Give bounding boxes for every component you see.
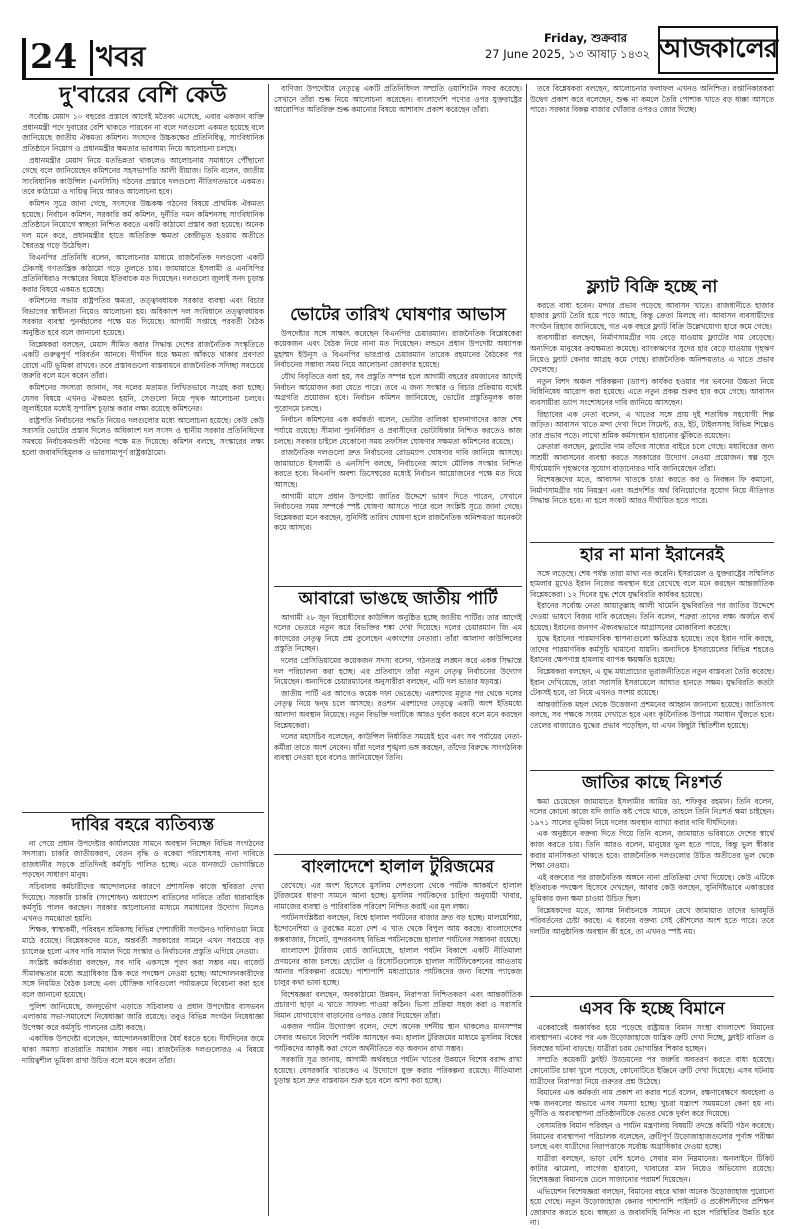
paragraph: বিশ্লেষকদের মতে, আসন্ন নির্বাচনকে সামনে রেখে জামায়াত তাদের ভাবমূর্তি পরিবর্তনের চেষ্টা করছে। এ ধরনের বক্তব্য সেই কৌশলের অংশ হতে পারে। তবে দলটির আনুষ্ঠানিক অবস্থান কী হবে, তা এখনও স্পষ্ট নয়। [530, 905, 774, 936]
section-rule [90, 40, 93, 76]
paragraph: রাজনৈতিক দলগুলো দ্রুত নির্বাচনের রোডম্যাপ ঘোষণার দাবি জানিয়ে আসছে। জামায়াতে ইসলামী ও এনসিপি বলছে, নির্বাচনের আগে মৌলিক সংস্কার নিশ্চিত করতে হবে। বিএনপি অবশ্য ডিসেম্বরের মধ্যেই নির্বাচন আয়োজনের পক্ষে মত দিয়ে আসছে। [274, 448, 522, 489]
headline: দাবির বহরে ব্যতিব্যস্ত [71, 815, 215, 835]
paragraph: কমিশন সূত্রে জানা গেছে, সংসদের উচ্চকক্ষ গঠনের বিষয়ে প্রাথমিক ঐকমত্য হয়েছে। নির্বাচন কমিশন, সরকারি কর্ম কমিশন, দুর্নীতি দমন কমিশনসহ সাংবিধানিক প্রতিষ্ঠানে নিয়োগে স্বচ্ছতা নিশ্চিত করতে একটি কাঠামো প্রস্তাব করা হয়েছে। অনেক দল মনে করে, প্রধানমন্ত্রীর হাতে অতিরিক্ত ক্ষমতা কেন্দ্রীভূত হওয়ায় অতীতে স্বৈরতন্ত্র গড়ে উঠেছিল। [22, 198, 264, 251]
page-number: 24 [30, 37, 78, 77]
newspaper-logo: আজকালের [658, 26, 778, 74]
paragraph: দলের মহাসচিব বলেছেন, কাউন্সিল নির্ধারিত সময়েই হবে এবং সব পর্যায়ের নেতা-কর্মীরা তাতে অংশ নেবেন। যাঁরা দলের শৃঙ্খলা ভঙ্গ করছেন, তাঁদের বিরুদ্ধে সাংগঠনিক ব্যবস্থা নেওয়া হবে বলেও জানিয়েছেন তিনি। [274, 732, 522, 763]
paragraph: একজন পর্যটন উদ্যোক্তা বলেন, দেশে অনেক দর্শনীয় স্থান থাকলেও মানসম্পন্ন সেবার অভাবে বিদেশি পর্যটক আসছেন কম। হালাল টুরিজমের মাধ্যমে মুসলিম বিশ্বের পর্যটকদের আকৃষ্ট করা গেলে অর্থনীতিতে বড় অবদান রাখা সম্ভব। [274, 1022, 522, 1053]
paragraph: রিহ্যাবের এক নেতা বলেন, এ খাতের সঙ্গে প্রায় দুই শতাধিক সহযোগী শিল্প জড়িত। আবাসন খাতে মন্দা দেখা দিলে সিমেন্ট, রড, ইট, টাইলসসহ বিভিন্ন শিল্পেও তার প্রভাব পড়ে। লাখো শ্রমিক কর্মসংস্থান হারানোর ঝুঁকিতে রয়েছেন। [530, 409, 774, 440]
column-divider-2 [526, 84, 527, 1216]
article-continuation-right [530, 84, 774, 276]
headline: এসব কি হচ্ছে বিমানে [579, 999, 725, 1019]
paragraph: আগামী মাসে প্রধান উপদেষ্টা জাতির উদ্দেশে ভাষণ দিতে পারেন, সেখানে নির্বাচনের সময় সম্পর্কে স্পষ্ট ঘোষণা আসতে পারে বলে সংশ্লিষ্ট সূত্রে জানা গেছে। বিশ্লেষকরা মনে করছেন, সুনির্দিষ্ট তারিখ ঘোষণা হলে রাজনৈতিক অনিশ্চয়তা অনেকটা কমে আসবে। [274, 491, 522, 533]
article-lead [22, 84, 264, 810]
headline: জাতির কাছে নিঃশর্ত [582, 773, 722, 793]
paragraph: নতুন বিশদ অঞ্চল পরিকল্পনা (ড্যাপ) কার্যকর হওয়ার পর ভবনের উচ্চতা নিয়ে বিধিনিষেধ আরোপ করা হয়েছে। এতে নতুন প্রকল্প শুরুর হার কমে গেছে। আবাসন ব্যবসায়ীরা ড্যাপ সংশোধনের দাবি জানিয়ে আসছেন। [530, 376, 774, 408]
article-body [274, 881, 522, 1087]
paragraph: এভিয়েশন বিশেষজ্ঞরা বলছেন, বিমানের বহরে থাকা অনেক উড়োজাহাজ পুরোনো হয়ে গেছে। নতুন উড়োজাহাজ কেনার পাশাপাশি পাইলট ও প্রকৌশলীদের প্রশিক্ষণ জোরদার করতে হবে। স্বচ্ছতা ও জবাবদিহি নিশ্চিত না হলে পরিস্থিতির উন্নতি হবে না। [530, 1186, 774, 1228]
paragraph: প্রধানমন্ত্রীর মেয়াদ নিয়ে মতভিন্নতা থাকলেও আলোচনায় সমাধানে পৌঁছানো গেছে বলে জানিয়েছেন কমিশনের সহসভাপতি আলী রীয়াজ। তিনি বলেন, জাতীয় সাংবিধানিক কাউন্সিল (এনসিসি) গঠনের প্রস্তাবে দলগুলো নীতিগতভাবে একমত। তবে কাঠামো ও দায়িত্ব নিয়ে আরও আলোচনা হবে। [22, 155, 264, 197]
header-divider [22, 78, 774, 80]
section-divider [530, 542, 774, 543]
article-body [530, 797, 774, 938]
article-halal-tourism [274, 858, 522, 1216]
paragraph: যাত্রীরা বলছেন, ভাড়া বেশি হলেও সেবার মান নিম্নমানের। অনলাইনে টিকিট কাটার ঝামেলা, লাগেজ হারানো, খাবারের মান নিয়েও অভিযোগ রয়েছে। বিশেষজ্ঞরা বিমানকে ঢেলে সাজানোর পরামর্শ দিয়েছেন। [530, 1153, 774, 1184]
article-body [22, 839, 264, 1066]
paragraph: রেখেছে। এর অংশ হিসেবে মুসলিম দেশগুলো থেকে পর্যটক আকর্ষণে হালাল টুরিজমের ধারণা সামনে আনা হচ্ছে। মুসলিম পর্যটকদের চাহিদা অনুযায়ী খাবার, নামাজের ব্যবস্থা ও পারিবারিক পরিবেশ নিশ্চিত করাই এর মূল লক্ষ্য। [274, 880, 522, 911]
section-title: খবর [96, 40, 146, 73]
paragraph: বিমানের এক কর্মকর্তা নাম প্রকাশ না করার শর্তে বলেন, রক্ষণাবেক্ষণে অবহেলা ও দক্ষ জনবলের অভাবে এসব সমস্যা হচ্ছে। খুচরা যন্ত্রাংশ সময়মতো কেনা হয় না। দুর্নীতি ও অব্যবস্থাপনা প্রতিষ্ঠানটিকে ভেতর থেকে দুর্বল করে দিয়েছে। [530, 1088, 774, 1119]
article-apology [530, 774, 774, 994]
paragraph: পুলিশ জানিয়েছে, জনদুর্ভোগ এড়াতে সচিবালয় ও প্রধান উপদেষ্টার বাসভবন এলাকায় সভা-সমাবেশে নিষেধাজ্ঞা জারি রয়েছে। তবুও বিভিন্ন সংগঠন নিষেধাজ্ঞা উপেক্ষা করে কর্মসূচি পালনের চেষ্টা করছে। [22, 1001, 264, 1032]
paragraph: উপদেষ্টার সঙ্গে সাক্ষাৎ করেছেন বিএনপির চেয়ারম্যান। রাজনৈতিক বিশ্লেষকেরা কয়েকজন এবং বৈঠক নিয়ে নানা মত দিয়েছেন। লন্ডনে প্রধান উপদেষ্টা অধ্যাপক মুহাম্মদ ইউনূস ও বিএনপির ভারপ্রাপ্ত চেয়ারম্যান তারেক রহমানের বৈঠকের পর নির্বাচনের সম্ভাব্য সময় নিয়ে আলোচনা জোরদার হয়েছে। [274, 328, 522, 370]
paragraph: যুদ্ধে ইরানের পারমাণবিক স্থাপনাগুলো ক্ষতিগ্রস্ত হয়েছে। তবে ইরান দাবি করছে, তাদের পারমাণবিক কর্মসূচি থামানো যায়নি। অন্যদিকে ইসরায়েলের বিভিন্ন শহরেও ইরানের ক্ষেপণাস্ত্র হামলায় ব্যাপক ক্ষয়ক্ষতি হয়েছে। [530, 634, 774, 665]
paragraph: ব্যবসায়ীরা বলছেন, নির্মাণসামগ্রীর দাম বেড়ে যাওয়ায় ফ্ল্যাটের দাম বেড়েছে। অন্যদিকে মানুষের ক্রয়ক্ষমতা কমেছে। ব্যাংকঋণের সুদের হার বেড়ে যাওয়ায় গৃহঋণ নিয়েও ফ্ল্যাট কেনার আগ্রহ কমে গেছে। রাজনৈতিক অনিশ্চয়তাও এ খাতে প্রভাব ফেলেছে। [530, 333, 774, 375]
paragraph: বিশ্লেষকরা বলছেন, এ যুদ্ধ মধ্যপ্রাচ্যের ভূরাজনীতিতে নতুন বাস্তবতা তৈরি করেছে। ইরান দেখিয়েছে, তারা সরাসরি ইসরায়েলে আঘাত হানতে সক্ষম। যুদ্ধবিরতি কতটা টেকসই হবে, তা নিয়ে এখনও সংশয় রয়েছে। [530, 667, 774, 698]
paragraph: যৌথ বিবৃতিতে বলা হয়, সব প্রস্তুতি সম্পন্ন হলে আগামী বছরের রমজানের আগেই নির্বাচন আয়োজন করা যেতে পারে। তবে এ জন্য সংস্কার ও বিচার প্রক্রিয়ায় যথেষ্ট অগ্রগতি প্রয়োজন হবে। নির্বাচন কমিশন জানিয়েছে, ভোটের প্রস্তুতিমূলক কাজ পুরোদমে চলছে। [274, 372, 522, 413]
article-biman [530, 999, 774, 1228]
article-body [530, 301, 774, 507]
section-divider [530, 770, 774, 771]
paragraph: সম্প্রতি কয়েকটি ফ্লাইট উড্ডয়নের পর জরুরি অবতরণ করতে বাধ্য হয়েছে। কোনোটির চাকা খুলে পড়েছে, কোনোটিতে ইঞ্জিনে ত্রুটি দেখা দিয়েছে। এসব ঘটনায় যাত্রীদের নিরাপত্তা নিয়ে গুরুতর প্রশ্ন উঠেছে। [530, 1055, 774, 1086]
paragraph: বিশ্লেষকরা বলছেন, মেয়াদ সীমিত করার সিদ্ধান্ত দেশের রাজনৈতিক সংস্কৃতিতে একটি গুরুত্বপূর্ণ পরিবর্তন আনবে। দীর্ঘদিন ধরে ক্ষমতা আঁকড়ে থাকার প্রবণতা রোধে এটি ভূমিকা রাখবে। তবে প্রস্তাবগুলো বাস্তবায়নে রাজনৈতিক সদিচ্ছা সবচেয়ে জরুরি বলে মনে করেন তাঁরা। [22, 339, 264, 381]
article-demands [22, 816, 264, 1216]
paragraph: আন্তর্জাতিক মহল থেকে উত্তেজনা প্রশমনের আহ্বান জানানো হয়েছে। জাতিসংঘ বলছে, সব পক্ষকে সংযম দেখাতে হবে এবং কূটনৈতিক উপায়ে সমাধান খুঁজতে হবে। তেলের বাজারেও যুদ্ধের প্রভাব পড়েছিল, যা এখন কিছুটা স্থিতিশীল হয়েছে। [530, 699, 774, 730]
date-label: 27 June 2025, ১৩ আষাঢ় ১৪৩২ [484, 47, 650, 61]
paragraph: একাধিক উপদেষ্টা বলেছেন, আন্দোলনকারীদের ধৈর্য ধরতে হবে। দীর্ঘদিনের জমে থাকা সমস্যা রাতারাতি সমাধান সম্ভব নয়। রাজনৈতিক দলগুলোরও এ বিষয়ে দায়িত্বশীল ভূমিকা রাখা উচিত বলে মনে করেন তাঁরা। [22, 1034, 264, 1065]
paragraph: রাষ্ট্রপতি নির্বাচনের পদ্ধতি নিয়েও দলগুলোর মধ্যে আলোচনা হয়েছে। কেউ কেউ সরাসরি ভোটের প্রস্তাব দিলেও অধিকাংশ দল সংসদ ও স্থানীয় সরকার প্রতিনিধিদের সমন্বয়ে নির্বাচকমণ্ডলী গঠনের পক্ষে মত দিয়েছে। কমিশন বলছে, সংস্কারের লক্ষ্য হলো জবাবদিহিমূলক ও ভারসাম্যপূর্ণ রাষ্ট্রকাঠামো। [22, 415, 264, 457]
headline: হার না মানা ইরানেরই [580, 545, 724, 565]
article-body [530, 569, 774, 732]
paragraph: নির্বাচন কমিশনের এক কর্মকর্তা বলেন, ভোটার তালিকা হালনাগাদের কাজ শেষ পর্যায়ে রয়েছে। সীমানা পুনর্নির্ধারণ ও প্রবাসীদের ভোটাধিকার নিশ্চিত করতেও কাজ চলছে। সরকার চাইলে যেকোনো সময় তফসিল ঘোষণার সক্ষমতা কমিশনের রয়েছে। [274, 415, 522, 446]
headline: আবারো ভাঙছে জাতীয় পার্টি [298, 589, 498, 609]
paragraph: ক্রেতারা বলছেন, ফ্ল্যাটের দাম তাঁদের সাধ্যের বাইরে চলে গেছে। মধ্যবিত্তের জন্য সাশ্রয়ী আবাসনের ব্যবস্থা করতে সরকারের উদ্যোগ নেওয়া প্রয়োজন। স্বল্প সুদে দীর্ঘমেয়াদি গৃহঋণের সুযোগ বাড়ানোরও দাবি জানিয়েছেন তাঁরা। [530, 442, 774, 473]
masthead [0, 0, 792, 78]
headline: ভোটের তারিখ ঘোষণার আভাস [290, 305, 506, 325]
paragraph: একেবারেই অকার্যকর হয়ে পড়েছে রাষ্ট্রায়ত্ত বিমান সংস্থা বাংলাদেশ বিমানের ব্যবস্থাপনা। একের পর এক উড়োজাহাজে যান্ত্রিক ত্রুটি দেখা দিচ্ছে, ফ্লাইট বাতিল ও বিলম্বের ঘটনা বাড়ছে। যাত্রীরা চরম ভোগান্তির শিকার হচ্ছেন। [530, 1022, 774, 1053]
article-body [274, 613, 522, 764]
article-body [22, 112, 264, 458]
headline: বাংলাদেশে হালাল টুরিজমের [301, 857, 495, 877]
article-election-date [274, 306, 522, 584]
section-divider [22, 812, 264, 813]
paragraph: বাণিজ্য উপদেষ্টার নেতৃত্বে একটি প্রতিনিধিদল সম্প্রতি ওয়াশিংটন সফর করেছে। সেখানে তাঁরা শুল্ক নিয়ে আলোচনা করেছেন। বাংলাদেশি পণ্যের ওপর যুক্তরাষ্ট্রের আরোপিত অতিরিক্ত শুল্ক কমানোর বিষয়ে আশাবাদ প্রকাশ করেছেন তাঁরা। [274, 84, 522, 115]
paragraph: বেসামরিক বিমান পরিবহন ও পর্যটন মন্ত্রণালয় বিষয়টি তদন্তে কমিটি গঠন করেছে। বিমানের ব্যবস্থাপনা পরিচালক বলেছেন, ত্রুটিপূর্ণ উড়োজাহাজগুলোর পূর্ণাঙ্গ পরীক্ষা চলছে এবং যাত্রীদের নিরাপত্তাকে সর্বোচ্চ অগ্রাধিকার দেওয়া হচ্ছে। [530, 1121, 774, 1152]
paragraph: শিক্ষক, স্বাস্থ্যকর্মী, পরিবহন শ্রমিকসহ বিভিন্ন পেশাজীবী সংগঠনও দাবিদাওয়া নিয়ে মাঠে রয়েছে। বিশ্লেষকদের মতে, অন্তর্বর্তী সরকারের সামনে এখন সবচেয়ে বড় চ্যালেঞ্জ হলো এসব দাবি সামাল দিয়ে সংস্কার ও নির্বাচনের প্রস্তুতি এগিয়ে নেওয়া। [22, 925, 264, 956]
paragraph: দলের প্রেসিডিয়ামের কয়েকজন সদস্য বলেন, গঠনতন্ত্র লঙ্ঘন করে একক সিদ্ধান্তে দল পরিচালনা করা হচ্ছে। এর প্রতিবাদে তাঁরা নতুন নেতৃত্ব নির্বাচনের উদ্যোগ নিয়েছেন। অন্যদিকে চেয়ারম্যানের অনুসারীরা বলছেন, এটি দল ভাঙার ষড়যন্ত্র। [274, 656, 522, 687]
headline: দু'বারের বেশি কেউ [59, 83, 227, 108]
paragraph: সঙ্গে লড়েছে। শেষ পর্যন্ত তারা মাথা নত করেনি। ইসরায়েল ও যুক্তরাষ্ট্রের সম্মিলিত হামলার মুখেও ইরান নিজের অবস্থান ধরে রেখেছে বলে মনে করছেন আন্তর্জাতিক বিশ্লেষকেরা। ১২ দিনের যুদ্ধ শেষে যুদ্ধবিরতি কার্যকর হয়েছে। [530, 568, 774, 599]
paragraph: কমিশনের সদস্যরা জানান, সব দলের মতামত লিখিতভাবে সংগ্রহ করা হচ্ছে। যেসব বিষয়ে এখনও ঐকমত্য হয়নি, সেগুলো নিয়ে পৃথক আলোচনা চলবে। জুলাইয়ের মধ্যেই সুপারিশ চূড়ান্ত করার লক্ষ্য রয়েছে কমিশনের। [22, 383, 264, 414]
paragraph: করতে বাধ্য হবেন। মন্দার প্রভাব পড়েছে আবাসন খাতে। রাজধানীতে হাজার হাজার ফ্ল্যাট তৈরি হয়ে পড়ে আছে, কিন্তু ক্রেতা মিলছে না। আবাসন ব্যবসায়ীদের সংগঠন রিহ্যাব জানিয়েছে, গত এক বছরে ফ্ল্যাট বিক্রি উল্লেখযোগ্য হারে কমে গেছে। [530, 300, 774, 331]
paragraph: সর্বোচ্চ মেয়াদ ১০ বছরের প্রস্তাবে আগেই মতৈক্য এসেছে, এবার একজন ব্যক্তি প্রধানমন্ত্রী পদে দুবারের বেশি থাকতে পারবেন না বলে দলগুলো একমত হয়েছে বলে জানিয়েছে জাতীয় ঐকমত্য কমিশন। সংসদের উচ্চকক্ষের প্রতিনিধিত্ব, সাংবিধানিক প্রতিষ্ঠানে নিয়োগ ও প্রধানমন্ত্রীর ক্ষমতার ভারসাম্য নিয়ে আলোচনা চলছে। [22, 112, 264, 153]
paragraph: বিএনপির প্রতিনিধি বলেন, আলোচনার মাধ্যমে রাজনৈতিক দলগুলো একটি টেকসই গণতান্ত্রিক কাঠামো গড়ে তুলতে চায়। জামায়াতে ইসলামী ও এনসিপির প্রতিনিধিরাও সংস্কারের বিষয়ে ইতিবাচক মত দিয়েছেন। দলগুলো জুলাই সনদ চূড়ান্ত করার বিষয়ে একমত হয়েছে। [22, 252, 264, 294]
paragraph: জাতীয় পার্টি এর আগেও কয়েক দফা ভেঙেছে। এরশাদের মৃত্যুর পর থেকে দলের নেতৃত্ব নিয়ে দ্বন্দ্ব চলে আসছে। রওশন এরশাদের নেতৃত্বে একটি অংশ ইতিমধ্যে আলাদা অবস্থান নিয়েছে। নতুন বিভক্তি দলটিকে আরও দুর্বল করবে বলে মনে করছেন বিশ্লেষকেরা। [274, 688, 522, 730]
article-body [274, 329, 522, 534]
article-jatiya-party [274, 590, 522, 852]
paragraph: সংশ্লিষ্ট কর্মকর্তারা বলছেন, সব দাবি একসঙ্গে পূরণ করা সম্ভব নয়। বাজেট সীমাবদ্ধতার মধ্যে অগ্রাধিকার ঠিক করে পদক্ষেপ নেওয়া হচ্ছে। আন্দোলনকারীদের সঙ্গে নিয়মিত বৈঠক চলছে এবং যৌক্তিক দাবিগুলো পর্যায়ক্রমে বিবেচনা করা হবে বলে জানানো হয়েছে। [22, 958, 264, 999]
paragraph: এক অনুষ্ঠানে বক্তব্য দিতে গিয়ে তিনি বলেন, জামায়াত ভবিষ্যতে দেশের স্বার্থে কাজ করতে চায়। তিনি আরও বলেন, মানুষের ভুল হতে পারে, কিন্তু ভুল স্বীকার করার মানসিকতা থাকতে হবে। রাজনৈতিক দলগুলোর উচিত অতীতের ভুল থেকে শিক্ষা নেওয়া। [530, 829, 774, 871]
paragraph: এই বক্তব্যের পর রাজনৈতিক অঙ্গনে নানা প্রতিক্রিয়া দেখা দিয়েছে। কেউ এটিকে ইতিবাচক পদক্ষেপ হিসেবে দেখছেন, আবার কেউ বলছেন, সুনির্দিষ্টভাবে একাত্তরের ভূমিকার জন্য ক্ষমা চাওয়া উচিত ছিল। [530, 872, 774, 904]
paragraph: না পেয়ে প্রধান উপদেষ্টার কার্যালয়ের সামনে অবস্থান নিচ্ছেন বিভিন্ন সংগঠনের সদস্যরা। চাকরি জাতীয়করণ, বেতন বৃদ্ধি ও বকেয়া পরিশোধসহ নানা দাবিতে রাজধানীর সড়কে প্রতিদিনই কর্মসূচি পালিত হচ্ছে। এতে যানজটে ভোগান্তিতে পড়ছেন সাধারণ মানুষ। [22, 838, 264, 880]
article-body [274, 84, 522, 116]
paragraph: সচিবালয় কর্মচারীদের আন্দোলনের কারণে প্রশাসনিক কাজে স্থবিরতা দেখা দিয়েছে। সরকারি চাকরি (সংশোধন) অধ্যাদেশ বাতিলের দাবিতে তাঁরা ধারাবাহিক কর্মসূচি পালন করছেন। সরকার আলোচনার মাধ্যমে সমাধানের উদ্যোগ নিলেও এখনও সমঝোতা হয়নি। [22, 882, 264, 923]
paragraph: বিশেষজ্ঞরা বলছেন, অবকাঠামো উন্নয়ন, নিরাপত্তা নিশ্চিতকরণ এবং আন্তর্জাতিক প্রচারণা ছাড়া এ খাতে সাফল্য পাওয়া কঠিন। ভিসা প্রক্রিয়া সহজ করা ও সরাসরি বিমান যোগাযোগ বাড়ানোর ওপরও জোর দিয়েছেন তাঁরা। [274, 989, 522, 1020]
paragraph: কমিশনের সভায় রাষ্ট্রপতির ক্ষমতা, তত্ত্বাবধায়ক সরকার ব্যবস্থা এবং বিচার বিভাগের স্বাধীনতা নিয়েও আলোচনা হয়। অধিকাংশ দল সংবিধানে তত্ত্বাবধায়ক সরকার ব্যবস্থা পুনর্বহালের পক্ষে মত দিয়েছে। আগামী সপ্তাহে পরবর্তী বৈঠক অনুষ্ঠিত হবে বলে জানানো হয়েছে। [22, 296, 264, 338]
paragraph: আগামী ২৮ জুন বিরোধীদের কাউন্সিল অনুষ্ঠিত হচ্ছে জাতীয় পার্টির। তার আগেই দলের ভেতরে নতুন করে বিভক্তির শঙ্কা দেখা দিয়েছে। দলের চেয়ারম্যান জি এম কাদেরের নেতৃত্ব নিয়ে প্রশ্ন তুলেছেন একাংশের নেতারা। তাঁরা আলাদা কাউন্সিলের প্রস্তুতি নিচ্ছেন। [274, 612, 522, 654]
article-iran [530, 546, 774, 768]
day-label: Friday, শুক্রবার [544, 31, 627, 45]
paragraph: ক্ষমা চেয়েছেন জামায়াতে ইসলামীর আমির ডা. শফিকুর রহমান। তিনি বলেন, দলের কোনো কাজে যদি জাতি কষ্ট পেয়ে থাকে, তাহলে তিনি নিঃশর্ত ক্ষমা চাইছেন। ১৯৭১ সালের ভূমিকা নিয়ে দলের অবস্থান ব্যাখ্যা করার দাবি দীর্ঘদিনের। [530, 796, 774, 827]
article-continuation-top [274, 84, 522, 304]
article-body [530, 1023, 774, 1229]
paragraph: সরকারি সূত্র জানায়, আগামী অর্থবছরে পর্যটন খাতের উন্নয়নে বিশেষ বরাদ্দ রাখা হয়েছে। বেসরকারি খাতকেও এ উদ্যোগে যুক্ত করার পরিকল্পনা রয়েছে। নীতিমালা চূড়ান্ত হলে দ্রুত বাস্তবায়ন শুরু হবে বলে আশা করা হচ্ছে। [274, 1055, 522, 1086]
section-divider [274, 854, 522, 855]
page-number-rule [22, 38, 26, 78]
paragraph: তবে বিশ্লেষকরা বলছেন, আলোচনার ফলাফল এখনও অনিশ্চিত। রপ্তানিকারকরা উদ্বেগ প্রকাশ করে বলেছেন, শুল্ক না কমলে তৈরি পোশাক খাতে বড় ধাক্কা আসতে পারে। সরকার বিকল্প বাজার খোঁজার ওপরও জোর দিচ্ছে। [530, 84, 774, 115]
column-divider-1 [268, 84, 269, 1216]
paragraph: বাংলাদেশ ট্যুরিজম বোর্ড জানিয়েছে, হালাল পর্যটন বিকাশে একটি নীতিমালা প্রণয়নের কাজ চলছে। হোটেল ও রিসোর্টগুলোকে হালাল সার্টিফিকেশনের আওতায় আনার পরিকল্পনা রয়েছে। পাশাপাশি মধ্যপ্রাচ্যের পর্যটকদের জন্য বিশেষ প্যাকেজ চালুর কথা ভাবা হচ্ছে। [274, 946, 522, 988]
headline: ফ্ল্যাট বিক্রি হচ্ছে না [586, 277, 718, 297]
paragraph: বিশেষজ্ঞদের মতে, আবাসন খাতকে চাঙা করতে কর ও নিবন্ধন ফি কমানো, নির্মাণসামগ্রীর দাম নিয়ন্ত্রণ এবং অপ্রদর্শিত অর্থ বিনিয়োগের সুযোগ নিয়ে নীতিগত সিদ্ধান্ত নিতে হবে। না হলে সংকট আরও দীর্ঘায়িত হতে পারে। [530, 475, 774, 506]
section-divider [530, 996, 774, 997]
article-flat-sales [530, 278, 774, 540]
paragraph: পর্যটনসংশ্লিষ্টরা বলছেন, বিশ্বে হালাল পর্যটনের বাজার দ্রুত বড় হচ্ছে। মালয়েশিয়া, ইন্দোনেশিয়া ও তুরস্কের মতো দেশ এ খাত থেকে বিপুল আয় করছে। বাংলাদেশের কক্সবাজার, সিলেট, সুন্দরবনসহ বিভিন্ন পর্যটনকেন্দ্রে হালাল পর্যটনের সম্ভাবনা রয়েছে। [274, 913, 522, 944]
article-body [530, 84, 774, 116]
section-divider [274, 586, 522, 587]
paragraph: ইরানের সর্বোচ্চ নেতা আয়াতুল্লাহ আলী খামেনি যুদ্ধবিরতির পর জাতির উদ্দেশে দেওয়া ভাষণে বিজয় দাবি করেছেন। তিনি বলেন, শত্রুরা তাদের লক্ষ্য অর্জনে ব্যর্থ হয়েছে। ইরানের জনগণ ঐক্যবদ্ধভাবে আগ্রাসনের মোকাবিলা করেছে। [530, 601, 774, 632]
